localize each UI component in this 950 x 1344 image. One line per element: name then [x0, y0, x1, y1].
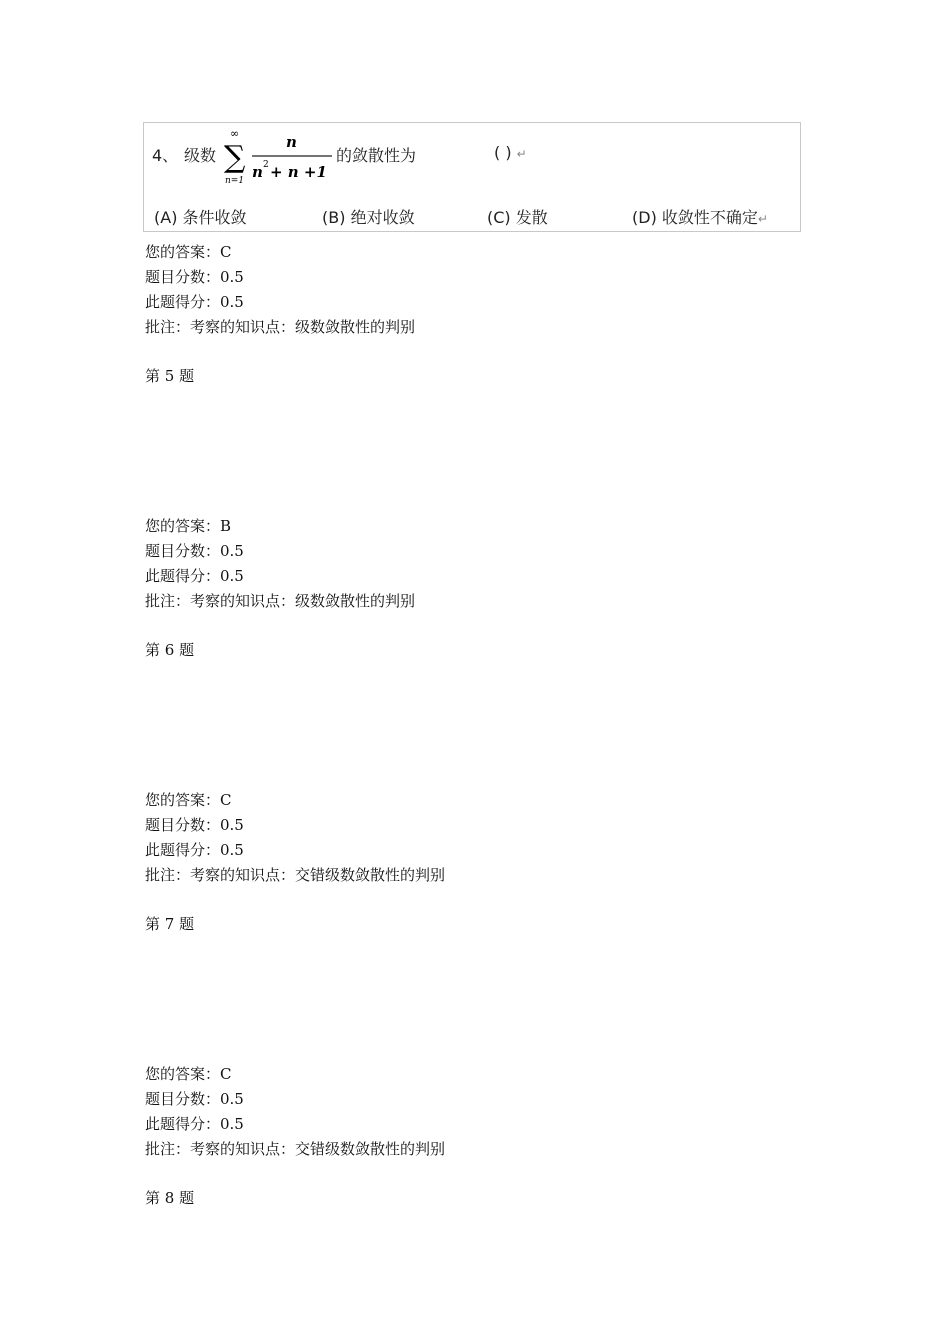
- question-prefix: 级数: [184, 146, 217, 165]
- sum-lower-limit: n=1: [225, 176, 245, 186]
- question-number: 4、: [152, 146, 179, 165]
- series-formula: [224, 127, 334, 187]
- fraction-numerator: n: [286, 133, 297, 151]
- denominator-rest: + n +1: [270, 163, 327, 181]
- result-block: [145, 240, 415, 340]
- denominator-exponent: 2: [263, 160, 269, 170]
- sum-symbol: ∑: [224, 140, 246, 175]
- result-block: [145, 1062, 445, 1162]
- result-block: [145, 788, 445, 888]
- annotation: 批注：考察的知识点：级数敛散性的判别: [145, 318, 416, 336]
- question-suffix: 的敛散性为: [336, 146, 417, 165]
- earned-score: 此题得分：0.5: [145, 293, 244, 311]
- question-4-image: [143, 122, 801, 232]
- earned-score: 此题得分：0.5: [145, 1115, 244, 1133]
- option-d: (D) 收敛性不确定↵: [632, 208, 768, 227]
- question-score: 题目分数：0.5: [145, 816, 244, 834]
- option-c: (C) 发散: [487, 208, 548, 227]
- question-heading: 第 6 题: [145, 641, 195, 659]
- earned-score: 此题得分：0.5: [145, 567, 244, 585]
- result-block: [145, 514, 415, 614]
- annotation: 批注：考察的知识点：级数敛散性的判别: [145, 592, 416, 610]
- option-b: (B) 绝对收敛: [322, 208, 415, 227]
- option-a: (A) 条件收敛: [154, 208, 247, 227]
- question-score: 题目分数：0.5: [145, 268, 244, 286]
- your-answer: 您的答案：C: [145, 791, 232, 809]
- your-answer: 您的答案：C: [145, 243, 232, 261]
- annotation: 批注：考察的知识点：交错级数敛散性的判别: [145, 866, 446, 884]
- answer-blank: ( ) ↵: [494, 143, 527, 162]
- sum-upper-limit: ∞: [230, 127, 240, 140]
- question-heading: 第 7 题: [145, 915, 195, 933]
- question-heading: 第 5 题: [145, 367, 195, 385]
- your-answer: 您的答案：C: [145, 1065, 232, 1083]
- question-score: 题目分数：0.5: [145, 542, 244, 560]
- your-answer: 您的答案：B: [145, 517, 232, 535]
- earned-score: 此题得分：0.5: [145, 841, 244, 859]
- denominator-base: n: [252, 163, 263, 181]
- question-score: 题目分数：0.5: [145, 1090, 244, 1108]
- annotation: 批注：考察的知识点：交错级数敛散性的判别: [145, 1140, 446, 1158]
- question-heading: 第 8 题: [145, 1189, 195, 1207]
